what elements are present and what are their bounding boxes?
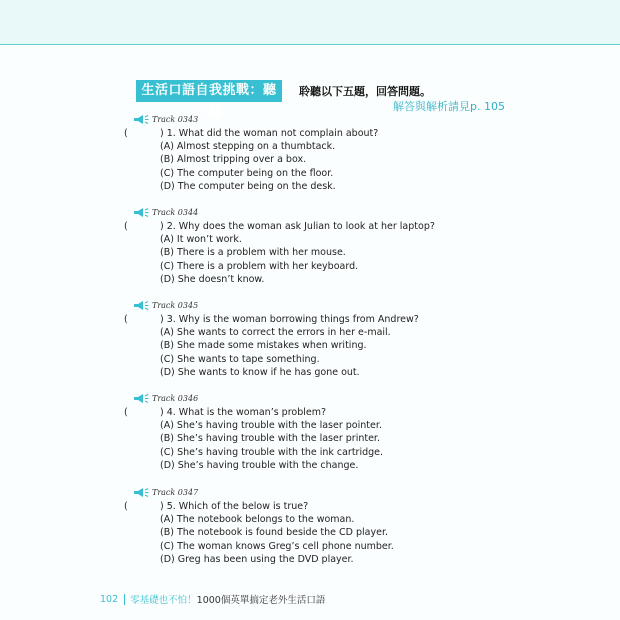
option-b: (B) She made some mistakes when writing. [160, 340, 367, 352]
option-d: (D) The computer being on the desk. [160, 180, 336, 192]
option-b: (B) Almost tripping over a box. [160, 154, 307, 166]
page-footer [100, 592, 325, 606]
question-block [124, 206, 544, 286]
answer-blank[interactable]: ( [124, 221, 128, 232]
track-label: Track 0343 [152, 114, 199, 124]
question-stem [124, 220, 544, 233]
answer-reference: 解答與解析請見p. 105 [393, 100, 505, 113]
option-b: (B) The notebook is found beside the CD player. [160, 527, 389, 539]
question-stem [124, 500, 544, 513]
option-c: (C) The computer being on the floor. [160, 167, 334, 179]
question-block [124, 113, 544, 193]
answer-blank[interactable]: ( [124, 407, 128, 418]
option-a: (A) It won’t work. [160, 234, 242, 246]
option-d: (D) She doesn’t know. [160, 273, 265, 285]
instruction-text: 聆聽以下五題，回答問題。 [299, 85, 431, 98]
option-b: (B) There is a problem with her mouse. [160, 247, 346, 259]
option-a: (A) She wants to correct the errors in her e-mail. [160, 327, 391, 339]
track-row[interactable] [124, 206, 544, 219]
speaker-icon [134, 115, 149, 124]
option-d: (D) She’s having trouble with the change. [160, 459, 359, 471]
page-number: 102 [100, 593, 119, 605]
option-a: (A) She’s having trouble with the laser pointer. [160, 420, 382, 432]
track-row[interactable] [124, 392, 544, 405]
speaker-icon [134, 488, 149, 497]
option-d: (D) She wants to know if he has gone out. [160, 366, 360, 378]
question-stem [124, 127, 544, 140]
option-b: (B) She’s having trouble with the laser printer. [160, 433, 380, 445]
footer-divider [124, 594, 125, 605]
question-text: ) 1. What did the woman not complain about? [160, 128, 379, 139]
book-title-part1: 零基礎也不怕！ [130, 595, 197, 606]
question-stem [124, 313, 544, 326]
option-c: (C) The woman knows Greg’s cell phone number. [160, 540, 394, 552]
book-title-part2: 1000個英單搞定老外生活口語 [196, 595, 326, 606]
track-label: Track 0346 [152, 393, 199, 403]
answer-blank[interactable]: ( [124, 128, 128, 139]
option-c: (C) She’s having trouble with the ink cartridge. [160, 446, 384, 458]
answer-blank[interactable]: ( [124, 314, 128, 325]
speaker-icon [134, 394, 149, 403]
question-stem [124, 406, 544, 419]
track-row[interactable] [124, 299, 544, 312]
speaker-icon [134, 301, 149, 310]
option-c: (C) There is a problem with her keyboard. [160, 260, 359, 272]
option-a: (A) The notebook belongs to the woman. [160, 514, 355, 526]
track-label: Track 0345 [152, 300, 199, 310]
option-a: (A) Almost stepping on a thumbtack. [160, 141, 336, 153]
question-text: ) 5. Which of the below is true? [160, 501, 309, 512]
option-d: (D) Greg has been using the DVD player. [160, 553, 354, 565]
speaker-icon [134, 208, 149, 217]
track-label: Track 0344 [152, 207, 199, 217]
track-row[interactable] [124, 113, 544, 126]
section-title: 生活口語自我挑戰：聽力篇 [136, 80, 282, 102]
question-text: ) 3. Why is the woman borrowing things from Andrew? [160, 314, 419, 325]
question-text: ) 4. What is the woman’s problem? [160, 407, 327, 418]
question-block [124, 486, 544, 566]
track-row[interactable] [124, 486, 544, 499]
option-c: (C) She wants to tape something. [160, 353, 320, 365]
answer-blank[interactable]: ( [124, 501, 128, 512]
question-block [124, 392, 544, 472]
question-block [124, 299, 544, 379]
top-band [0, 0, 620, 45]
track-label: Track 0347 [152, 487, 199, 497]
question-text: ) 2. Why does the woman ask Julian to look at her laptop? [160, 221, 435, 232]
